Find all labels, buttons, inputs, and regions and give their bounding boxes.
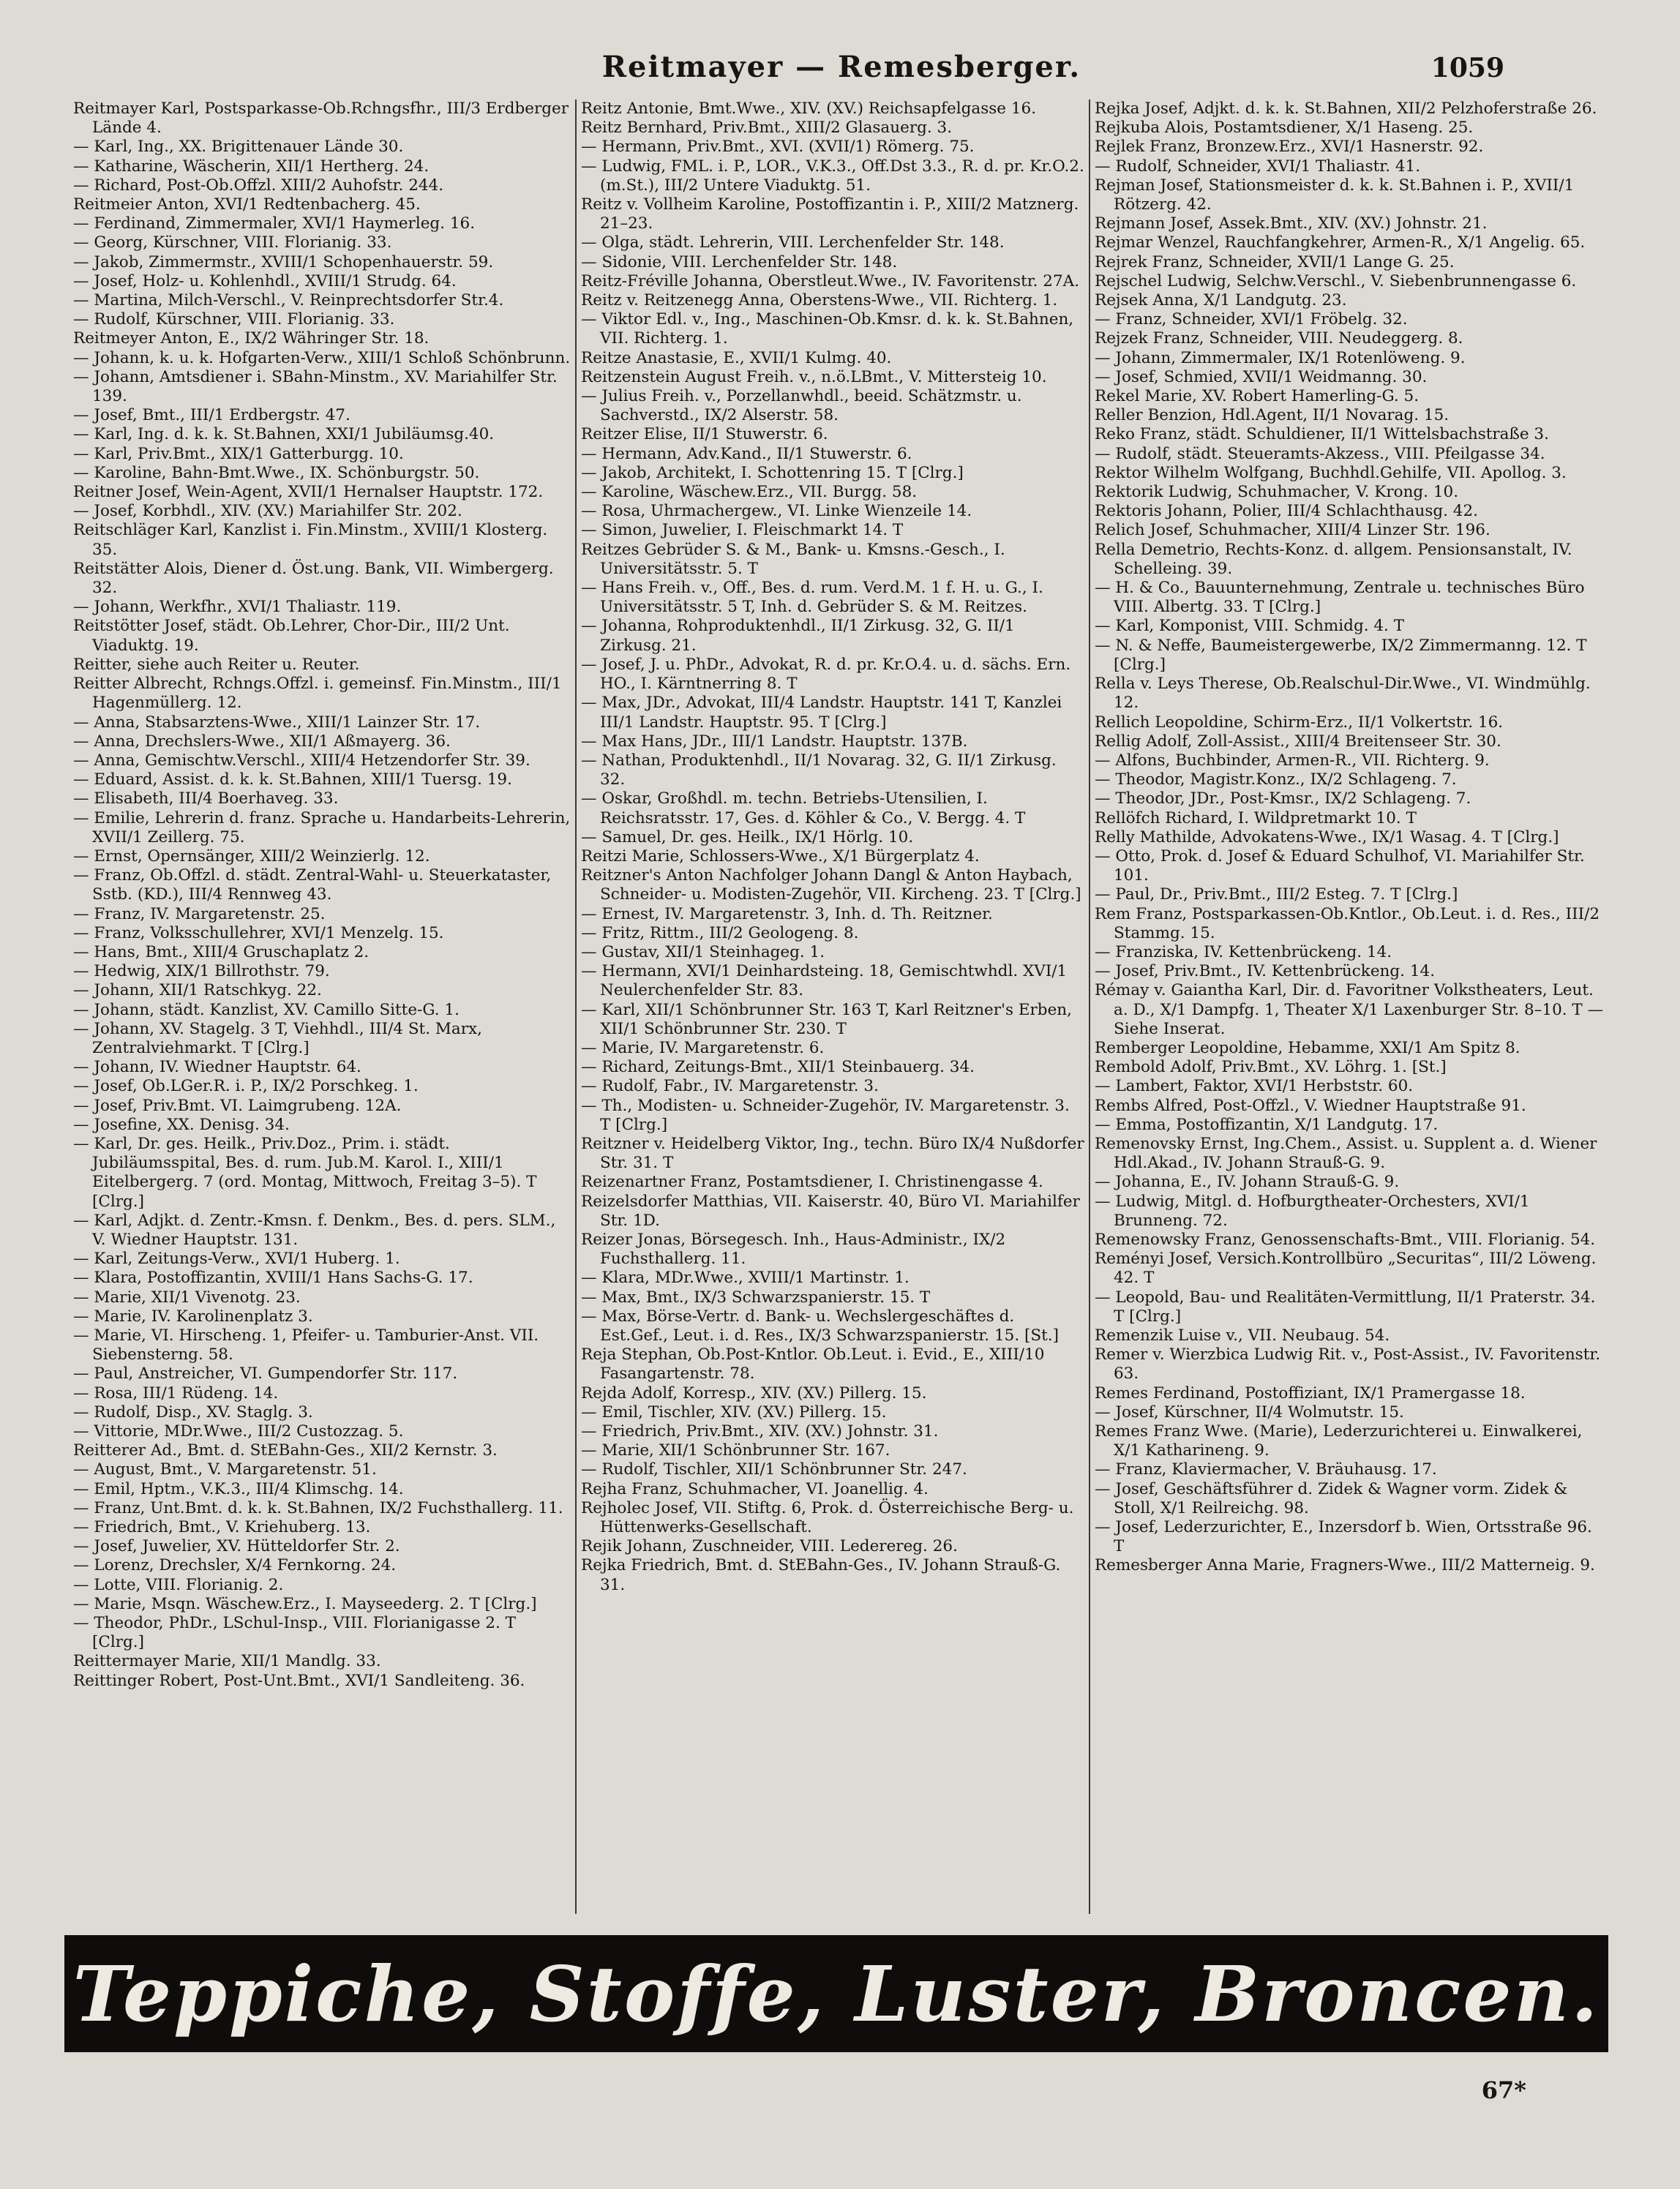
directory-entry: — Franz, Schneider, XVI/1 Fröbelg. 32.: [1095, 310, 1408, 329]
directory-entry: — Jakob, Architekt, I. Schottenring 15. T [Clrg.]: [581, 463, 964, 482]
directory-entry: — Richard, Post-Ob.Offzl. XIII/2 Auhofstr. 244.: [73, 176, 444, 195]
directory-entry: Rembold Adolf, Priv.Bmt., XV. Löhrg. 1. [St.]: [1095, 1058, 1447, 1077]
directory-entry: Rémay v. Gaiantha Karl, Dir. d. Favoritner Volkstheaters, Leut. a. D., X/1 Dampfg. 1, Theater X/1 Laxenburger Str. 8–10. T — Siehe Inserat.: [1095, 981, 1604, 1038]
directory-entry: — Max Hans, JDr., III/1 Landstr. Hauptstr. 137B.: [581, 732, 968, 751]
directory-entry: — Josef, Schmied, XVII/1 Weidmanng. 30.: [1095, 367, 1428, 386]
directory-entry: — Karl, Dr. ges. Heilk., Priv.Doz., Prim. i. städt. Jubiläumsspital, Bes. d. rum. Jub.M. Karol. I., XIII/1 Eitelbergerg. 7 (ord. Montag, Mittwoch, Freitag 3–5). T [Clrg.]: [73, 1134, 537, 1211]
directory-entry: — Viktor Edl. v., Ing., Maschinen-Ob.Kmsr. d. k. k. St.Bahnen, VII. Richterg. 1.: [581, 310, 1074, 348]
directory-entry: — Eduard, Assist. d. k. k. St.Bahnen, XIII/1 Tuersg. 19.: [73, 770, 512, 789]
directory-entry: — Marie, IV. Margaretenstr. 6.: [581, 1038, 825, 1057]
directory-entry: Remberger Leopoldine, Hebamme, XXI/1 Am Spitz 8.: [1095, 1038, 1520, 1057]
directory-entry: — Karl, Zeitungs-Verw., XVI/1 Huberg. 1.: [73, 1250, 400, 1269]
directory-entry: — Paul, Anstreicher, VI. Gumpendorfer Str. 117.: [73, 1364, 458, 1383]
directory-entry: Rejholec Josef, VII. Stiftg. 6, Prok. d. Österreichische Berg- u. Hüttenwerks-Gesellschaft.: [581, 1498, 1074, 1537]
directory-entry: Reittinger Robert, Post-Unt.Bmt., XVI/1 Sandleiteng. 36.: [73, 1671, 525, 1690]
directory-entry: — Hermann, XVI/1 Deinhardsteing. 18, Gemischtwhdl. XVI/1 Neulerchenfelder Str. 83.: [581, 962, 1068, 1000]
directory-entry: — Karl, Ing. d. k. k. St.Bahnen, XXI/1 Jubiläumsg.40.: [73, 425, 495, 444]
directory-entry: Rejrek Franz, Schneider, XVII/1 Lange G. 25.: [1095, 252, 1455, 271]
directory-entry: — Johann, k. u. k. Hofgarten-Verw., XIII/1 Schloß Schönbrunn.: [73, 348, 571, 367]
directory-entry: Reizelsdorfer Matthias, VII. Kaiserstr. 40, Büro VI. Mariahilfer Str. 1D.: [581, 1192, 1080, 1230]
directory-entry: — Josef, Bmt., III/1 Erdbergstr. 47.: [73, 406, 350, 425]
page-title: Reitmayer — Remesberger.: [601, 50, 1081, 84]
directory-entry: — Otto, Prok. d. Josef & Eduard Schulhof, VI. Mariahilfer Str. 101.: [1095, 846, 1585, 885]
directory-entry: Relich Josef, Schuhmacher, XIII/4 Linzer Str. 196.: [1095, 521, 1490, 540]
directory-entry: Rella v. Leys Therese, Ob.Realschul-Dir.Wwe., VI. Windmühlg. 12.: [1095, 675, 1591, 713]
directory-entry: Reitschläger Karl, Kanzlist i. Fin.Minstm., XVIII/1 Klosterg. 35.: [73, 521, 548, 559]
directory-entry: Rejka Josef, Adjkt. d. k. k. St.Bahnen, XII/2 Pelzhoferstraße 26.: [1095, 100, 1597, 118]
directory-entry: — Rudolf, Kürschner, VIII. Florianig. 33.: [73, 310, 395, 329]
directory-entry: Reller Benzion, Hdl.Agent, II/1 Novarag. 15.: [1095, 406, 1450, 425]
directory-entry: — Johanna, E., IV. Johann Strauß-G. 9.: [1095, 1173, 1400, 1192]
directory-entry: — Rosa, III/1 Rüdeng. 14.: [73, 1383, 279, 1403]
directory-entry: — Josef, Juwelier, XV. Hütteldorfer Str. 2.: [73, 1537, 400, 1556]
directory-entry: Remes Franz Wwe. (Marie), Lederzurichterei u. Einwalkerei, X/1 Katharineng. 9.: [1095, 1422, 1583, 1460]
directory-entry: — Karl, Ing., XX. Brigittenauer Lände 30.: [73, 138, 404, 157]
directory-entry: — Marie, XII/1 Schönbrunner Str. 167.: [581, 1441, 890, 1460]
directory-entry: — Johann, XII/1 Ratschkyg. 22.: [73, 981, 322, 1000]
directory-entry: Reitz v. Vollheim Karoline, Postoffizantin i. P., XIII/2 Matznerg. 21–23.: [581, 195, 1079, 233]
directory-entry: Rektoris Johann, Polier, III/4 Schlachthausg. 42.: [1095, 502, 1478, 521]
advertisement-text: Teppiche, Stoffe, Luster, Broncen.: [72, 1948, 1600, 2039]
directory-entry: Relly Mathilde, Advokatens-Wwe., IX/1 Wasag. 4. T [Clrg.]: [1095, 827, 1559, 846]
directory-entry: Rektorik Ludwig, Schuhmacher, V. Krong. 10.: [1095, 483, 1459, 502]
directory-entry: — Leopold, Bau- und Realitäten-Vermittlung, II/1 Praterstr. 34. T [Clrg.]: [1095, 1288, 1596, 1326]
directory-entry: Reizenartner Franz, Postamtsdiener, I. Christinengasse 4.: [581, 1173, 1043, 1192]
directory-entry: Rem Franz, Postsparkassen-Ob.Kntlor., Ob.Leut. i. d. Res., III/2 Stammg. 15.: [1095, 904, 1600, 942]
directory-entry: Rejkuba Alois, Postamtsdiener, X/1 Haseng. 25.: [1095, 119, 1474, 138]
directory-entry: — Hans Freih. v., Off., Bes. d. rum. Verd.M. 1 f. H. u. G., I. Universitätsstr. 5 T, Inh. d. Gebrüder S. & M. Reitzes.: [581, 579, 1043, 617]
directory-entry: — Theodor, Magistr.Konz., IX/2 Schlageng. 7.: [1095, 770, 1457, 789]
directory-entry: Rejlek Franz, Bronzew.Erz., XVI/1 Hasnerstr. 92.: [1095, 138, 1484, 157]
directory-entry: — Rudolf, Tischler, XII/1 Schönbrunner Str. 247.: [581, 1460, 967, 1479]
directory-entry: — Ludwig, Mitgl. d. Hofburgtheater-Orchesters, XVI/1 Brunneng. 72.: [1095, 1192, 1530, 1230]
directory-entry: Rejda Adolf, Korresp., XIV. (XV.) Pillerg. 15.: [581, 1383, 927, 1403]
directory-entry: — Rosa, Uhrmachergew., VI. Linke Wienzeile 14.: [581, 502, 972, 521]
directory-entry: Reitzer Elise, II/1 Stuwerstr. 6.: [581, 425, 828, 444]
directory-entry: — Josef, Lederzurichter, E., Inzersdorf b. Wien, Ortsstraße 96. T: [1095, 1518, 1592, 1556]
directory-entry: Reitz Bernhard, Priv.Bmt., XIII/2 Glasauerg. 3.: [581, 119, 953, 138]
directory-entry: Rejka Friedrich, Bmt. d. StEBahn-Ges., IV. Johann Strauß-G. 31.: [581, 1556, 1061, 1594]
directory-entry: — Josef, Geschäftsführer d. Zidek & Wagner vorm. Zidek & Stoll, X/1 Reilreichg. 98.: [1095, 1479, 1568, 1517]
directory-entry: — Franziska, IV. Kettenbrückeng. 14.: [1095, 942, 1392, 961]
directory-entry: — Max, Bmt., IX/3 Schwarzspanierstr. 15. T: [581, 1288, 931, 1307]
directory-entry: — Elisabeth, III/4 Boerhaveg. 33.: [73, 789, 339, 808]
directory-entry: — Franz, Volksschullehrer, XVI/1 Menzelg. 15.: [73, 923, 444, 942]
directory-entry: — Johann, städt. Kanzlist, XV. Camillo Sitte-G. 1.: [73, 1000, 460, 1019]
directory-entry: — Martina, Milch-Verschl., V. Reinprechtsdorfer Str.4.: [73, 291, 504, 310]
directory-entry: — Franz, Unt.Bmt. d. k. k. St.Bahnen, IX/2 Fuchsthallerg. 11.: [73, 1498, 563, 1517]
directory-entry: — Johann, XV. Stagelg. 3 T, Viehhdl., III/4 St. Marx, Zentralviehmarkt. T [Clrg.]: [73, 1019, 482, 1057]
directory-entry: Rejik Johann, Zuschneider, VIII. Lederereg. 26.: [581, 1537, 958, 1556]
directory-entry: Remesberger Anna Marie, Fragners-Wwe., III/2 Matterneig. 9.: [1095, 1556, 1595, 1575]
directory-entry: Rekel Marie, XV. Robert Hamerling-G. 5.: [1095, 387, 1420, 406]
directory-entry: — Th., Modisten- u. Schneider-Zugehör, IV. Margaretenstr. 3. T [Clrg.]: [581, 1096, 1070, 1134]
page-header: [0, 50, 1680, 94]
directory-entry: Reizer Jonas, Börsegesch. Inh., Haus-Administr., IX/2 Fuchsthallerg. 11.: [581, 1230, 1006, 1269]
directory-entry: Reitzi Marie, Schlossers-Wwe., X/1 Bürgerplatz 4.: [581, 846, 980, 866]
directory-entry: — H. & Co., Bauunternehmung, Zentrale u. technisches Büro VIII. Albertg. 33. T [Clrg.]: [1095, 579, 1585, 617]
directory-entry: — Ernest, IV. Margaretenstr. 3, Inh. d. Th. Reitzner.: [581, 904, 993, 923]
directory-entry: — Karl, Priv.Bmt., XIX/1 Gatterburgg. 10.: [73, 444, 404, 463]
directory-entry: — Emilie, Lehrerin d. franz. Sprache u. Handarbeits-Lehrerin, XVII/1 Zeillerg. 75.: [73, 808, 571, 846]
directory-entry: — Friedrich, Bmt., V. Kriehuberg. 13.: [73, 1518, 371, 1537]
directory-entry: — Marie, IV. Karolinenplatz 3.: [73, 1307, 313, 1326]
directory-entry: Rellig Adolf, Zoll-Assist., XIII/4 Breitenseer Str. 30.: [1095, 732, 1501, 751]
directory-entry: — Rudolf, städt. Steueramts-Akzess., VIII. Pfeilgasse 34.: [1095, 444, 1545, 463]
directory-entry: — Josef, Priv.Bmt., IV. Kettenbrückeng. 14.: [1095, 962, 1436, 981]
directory-entry: — Katharine, Wäscherin, XII/1 Hertherg. 24.: [73, 157, 430, 176]
directory-entry: — Simon, Juwelier, I. Fleischmarkt 14. T: [581, 521, 904, 540]
directory-entry: Rembs Alfred, Post-Offzl., V. Wiedner Hauptstraße 91.: [1095, 1096, 1526, 1115]
directory-entry: Reitterer Ad., Bmt. d. StEBahn-Ges., XII/2 Kernstr. 3.: [73, 1441, 498, 1460]
directory-entry: — Josef, Kürschner, II/4 Wolmutstr. 15.: [1095, 1403, 1404, 1422]
directory-entry: — Max, JDr., Advokat, III/4 Landstr. Hauptstr. 141 T, Kanzlei III/1 Landstr. Hauptstr. 95. T [Clrg.]: [581, 694, 1062, 732]
directory-entry: Rejschel Ludwig, Selchw.Verschl., V. Siebenbrunnengasse 6.: [1095, 271, 1577, 290]
directory-entry: — Fritz, Rittm., III/2 Geologeng. 8.: [581, 923, 859, 942]
directory-entry: Reitz-Fréville Johanna, Oberstleut.Wwe., IV. Favoritenstr. 27A.: [581, 271, 1080, 290]
directory-entry: Rejsek Anna, X/1 Landgutg. 23.: [1095, 291, 1347, 310]
directory-entry: — Ludwig, FML. i. P., LOR., V.K.3., Off.Dst 3.3., R. d. pr. Kr.O.2. (m.St.), III/2 Untere Viaduktg. 51.: [581, 157, 1084, 195]
directory-entry: — Karl, Komponist, VIII. Schmidg. 4. T: [1095, 617, 1405, 636]
directory-entry: — Max, Börse-Vertr. d. Bank- u. Wechslergeschäftes d. Est.Gef., Leut. i. d. Res., IX/3 Schwarzspanierstr. 15. [St.]: [581, 1307, 1059, 1345]
column-divider: [1089, 100, 1090, 1914]
directory-entry: Rejman Josef, Stationsmeister d. k. k. St.Bahnen i. P., XVII/1 Rötzerg. 42.: [1095, 176, 1575, 214]
directory-entry: — Olga, städt. Lehrerin, VIII. Lerchenfelder Str. 148.: [581, 233, 1005, 252]
directory-entry: — Marie, XII/1 Vivenotg. 23.: [73, 1288, 301, 1307]
directory-entry: Rejha Franz, Schuhmacher, VI. Joanellig. 4.: [581, 1479, 929, 1498]
page-number: 1059: [1430, 53, 1504, 83]
directory-entry: — Josef, Priv.Bmt. VI. Laimgrubeng. 12A.: [73, 1096, 402, 1115]
directory-entry: — Lotte, VIII. Florianig. 2.: [73, 1575, 284, 1594]
directory-entry: Reitner Josef, Wein-Agent, XVII/1 Hernalser Hauptstr. 172.: [73, 483, 544, 502]
directory-entry: — Johanna, Rohproduktenhdl., II/1 Zirkusg. 32, G. II/1 Zirkusg. 21.: [581, 617, 1015, 655]
directory-entry: — Jakob, Zimmermstr., XVIII/1 Schopenhauerstr. 59.: [73, 252, 494, 271]
directory-entry: — Richard, Zeitungs-Bmt., XII/1 Steinbauerg. 34.: [581, 1058, 975, 1077]
directory-entry: Reitter Albrecht, Rchngs.Offzl. i. gemeinsf. Fin.Minstm., III/1 Hagenmüllerg. 12.: [73, 675, 562, 713]
directory-entry: Reitz Antonie, Bmt.Wwe., XIV. (XV.) Reichsapfelgasse 16.: [581, 100, 1037, 118]
directory-entry: — Friedrich, Priv.Bmt., XIV. (XV.) Johnstr. 31.: [581, 1422, 939, 1441]
directory-entry: — Hans, Bmt., XIII/4 Gruschaplatz 2.: [73, 942, 370, 961]
directory-column-3: [1095, 100, 1607, 1914]
directory-entry: Rellöfch Richard, I. Wildpretmarkt 10. T: [1095, 808, 1417, 827]
directory-entry: Remes Ferdinand, Postoffiziant, IX/1 Pramergasse 18.: [1095, 1383, 1526, 1403]
directory-entry: Reitzner v. Heidelberg Viktor, Ing., techn. Büro IX/4 Nußdorfer Str. 31. T: [581, 1134, 1084, 1173]
directory-entry: — Klara, MDr.Wwe., XVIII/1 Martinstr. 1.: [581, 1269, 910, 1288]
directory-column-2: [581, 100, 1084, 1914]
directory-entry: — Hedwig, XIX/1 Billrothstr. 79.: [73, 962, 330, 981]
directory-entry: — Karoline, Bahn-Bmt.Wwe., IX. Schönburgstr. 50.: [73, 463, 480, 482]
directory-entry: — Nathan, Produktenhdl., II/1 Novarag. 32, G. II/1 Zirkusg. 32.: [581, 751, 1057, 789]
directory-entry: — Rudolf, Schneider, XVI/1 Thaliastr. 41.: [1095, 157, 1421, 176]
directory-entry: — Anna, Drechslers-Wwe., XII/1 Aßmayerg. 36.: [73, 732, 451, 751]
directory-entry: Reko Franz, städt. Schuldiener, II/1 Wittelsbachstraße 3.: [1095, 425, 1549, 444]
directory-entry: — Josef, Korbhdl., XIV. (XV.) Mariahilfer Str. 202.: [73, 502, 462, 521]
directory-entry: — Theodor, PhDr., LSchul-Insp., VIII. Florianigasse 2. T [Clrg.]: [73, 1614, 516, 1652]
directory-entry: — Johann, Amtsdiener i. SBahn-Minstm., XV. Mariahilfer Str. 139.: [73, 367, 558, 406]
directory-entry: — Josef, J. u. PhDr., Advokat, R. d. pr. Kr.O.4. u. d. sächs. Ern. HO., I. Kärntnerring 8. T: [581, 655, 1071, 694]
directory-entry: — Lambert, Faktor, XVI/1 Herbststr. 60.: [1095, 1077, 1414, 1096]
directory-entry: — Johann, IV. Wiedner Hauptstr. 64.: [73, 1058, 361, 1077]
directory-entry: Reitze Anastasie, E., XVII/1 Kulmg. 40.: [581, 348, 892, 367]
directory-entry: Reittermayer Marie, XII/1 Mandlg. 33.: [73, 1652, 381, 1671]
directory-entry: — Marie, Msqn. Wäschew.Erz., I. Mayseederg. 2. T [Clrg.]: [73, 1594, 537, 1613]
directory-entry: Reitzes Gebrüder S. & M., Bank- u. Kmsns.-Gesch., I. Universitätsstr. 5. T: [581, 540, 1005, 578]
directory-entry: Remer v. Wierzbica Ludwig Rit. v., Post-Assist., IV. Favoritenstr. 63.: [1095, 1345, 1601, 1383]
directory-entry: — N. & Neffe, Baumeistergewerbe, IX/2 Zimmermanng. 12. T [Clrg.]: [1095, 636, 1587, 674]
directory-entry: Remenowsky Franz, Genossenschafts-Bmt., VIII. Florianig. 54.: [1095, 1230, 1596, 1249]
directory-entry: — Vittorie, MDr.Wwe., III/2 Custozzag. 5.: [73, 1422, 404, 1441]
directory-entry: — Anna, Stabsarztens-Wwe., XIII/1 Lainzer Str. 17.: [73, 713, 481, 732]
directory-entry: — Josef, Holz- u. Kohlenhdl., XVIII/1 Strudg. 64.: [73, 271, 457, 290]
directory-entry: Rellich Leopoldine, Schirm-Erz., II/1 Volkertstr. 16.: [1095, 713, 1504, 732]
directory-entry: Reitz v. Reitzenegg Anna, Oberstens-Wwe., VII. Richterg. 1.: [581, 291, 1058, 310]
directory-entry: — Emil, Hptm., V.K.3., III/4 Klimschg. 14.: [73, 1479, 404, 1498]
directory-entry: Rejmann Josef, Assek.Bmt., XIV. (XV.) Johnstr. 21.: [1095, 214, 1488, 233]
directory-entry: — Franz, Klaviermacher, V. Bräuhausg. 17.: [1095, 1460, 1437, 1479]
directory-entry: — Georg, Kürschner, VIII. Florianig. 33.: [73, 233, 392, 252]
directory-column-1: [73, 100, 571, 1914]
directory-entry: — Johann, Zimmermaler, IX/1 Rotenlöweng. 9.: [1095, 348, 1466, 367]
directory-entry: — Rudolf, Fabr., IV. Margaretenstr. 3.: [581, 1077, 879, 1096]
directory-entry: — Franz, IV. Margaretenstr. 25.: [73, 904, 326, 923]
advertisement-banner: [64, 1935, 1608, 2052]
directory-entry: Reményi Josef, Versich.Kontrollbüro „Securitas“, III/2 Löweng. 42. T: [1095, 1250, 1597, 1288]
directory-entry: — Rudolf, Disp., XV. Staglg. 3.: [73, 1403, 313, 1422]
directory-entry: — Ernst, Opernsänger, XIII/2 Weinzierlg. 12.: [73, 846, 430, 866]
directory-entry: — Karl, Adjkt. d. Zentr.-Kmsn. f. Denkm., Bes. d. pers. SLM., V. Wiedner Hauptstr. 131.: [73, 1211, 556, 1249]
directory-entry: — Ferdinand, Zimmermaler, XVI/1 Haymerleg. 16.: [73, 214, 476, 233]
directory-entry: — Lorenz, Drechsler, X/4 Fernkorng. 24.: [73, 1556, 397, 1575]
directory-entry: — Franz, Ob.Offzl. d. städt. Zentral-Wahl- u. Steuerkataster, Sstb. (KD.), III/4 Rennweg 43.: [73, 866, 552, 904]
directory-entry: — Klara, Postoffizantin, XVIII/1 Hans Sachs-G. 17.: [73, 1269, 473, 1288]
directory-entry: Remenovsky Ernst, Ing.Chem., Assist. u. Supplent a. d. Wiener Hdl.Akad., IV. Johann Strauß-G. 9.: [1095, 1134, 1597, 1173]
directory-entry: — Emil, Tischler, XIV. (XV.) Pillerg. 15.: [581, 1403, 887, 1422]
directory-entry: — Alfons, Buchbinder, Armen-R., VII. Richterg. 9.: [1095, 751, 1490, 770]
directory-entry: — Marie, VI. Hirscheng. 1, Pfeifer- u. Tamburier-Anst. VII. Siebensterng. 58.: [73, 1326, 539, 1364]
directory-entry: Rella Demetrio, Rechts-Konz. d. allgem. Pensionsanstalt, IV. Schelleing. 39.: [1095, 540, 1572, 578]
directory-entry: Reitmeyer Anton, E., IX/2 Währinger Str. 18.: [73, 329, 430, 348]
directory-entry: — Paul, Dr., Priv.Bmt., III/2 Esteg. 7. T [Clrg.]: [1095, 885, 1458, 904]
directory-entry: — Sidonie, VIII. Lerchenfelder Str. 148.: [581, 252, 898, 271]
directory-entry: — Oskar, Großhdl. m. techn. Betriebs-Utensilien, I. Reichsratsstr. 17, Ges. d. Köhler & Co., V. Bergg. 4. T: [581, 789, 1026, 827]
directory-entry: Reitmeier Anton, XVI/1 Redtenbacherg. 45.: [73, 195, 421, 214]
directory-entry: Reitter, siehe auch Reiter u. Reuter.: [73, 655, 360, 674]
column-divider: [575, 100, 577, 1914]
directory-entry: — Hermann, Adv.Kand., II/1 Stuwerstr. 6.: [581, 444, 912, 463]
directory-entry: Rejzek Franz, Schneider, VIII. Neudeggerg. 8.: [1095, 329, 1463, 348]
directory-entry: — Josefine, XX. Denisg. 34.: [73, 1115, 290, 1134]
directory-entry: — Emma, Postoffizantin, X/1 Landgutg. 17.: [1095, 1115, 1439, 1134]
directory-entry: — Gustav, XII/1 Steinhageg. 1.: [581, 942, 825, 961]
directory-entry: — Johann, Werkfhr., XVI/1 Thaliastr. 119.: [73, 598, 402, 617]
directory-entry: Reitzner's Anton Nachfolger Johann Dangl & Anton Haybach, Schneider- u. Modisten-Zugehör, VII. Kircheng. 23. T [Clrg.]: [581, 866, 1081, 904]
directory-entry: — August, Bmt., V. Margaretenstr. 51.: [73, 1460, 377, 1479]
directory-entry: Rejmar Wenzel, Rauchfangkehrer, Armen-R., X/1 Angelig. 65.: [1095, 233, 1586, 252]
directory-entry: — Hermann, Priv.Bmt., XVI. (XVII/1) Römerg. 75.: [581, 138, 975, 157]
directory-entry: — Julius Freih. v., Porzellanwhdl., beeid. Schätzmstr. u. Sachverstd., IX/2 Alserstr. 58.: [581, 387, 1022, 425]
directory-entry: Reitstötter Josef, städt. Ob.Lehrer, Chor-Dir., III/2 Unt. Viaduktg. 19.: [73, 617, 510, 655]
directory-entry: Reitstätter Alois, Diener d. Öst.ung. Bank, VII. Wimbergerg. 32.: [73, 559, 554, 598]
directory-entry: Rektor Wilhelm Wolfgang, Buchhdl.Gehilfe, VII. Apollog. 3.: [1095, 463, 1567, 482]
directory-entry: Reja Stephan, Ob.Post-Kntlor. Ob.Leut. i. Evid., E., XIII/10 Fasangartenstr. 78.: [581, 1345, 1045, 1383]
directory-entry: — Samuel, Dr. ges. Heilk., IX/1 Hörlg. 10.: [581, 827, 914, 846]
directory-entry: — Theodor, JDr., Post-Kmsr., IX/2 Schlageng. 7.: [1095, 789, 1471, 808]
directory-entry: — Josef, Ob.LGer.R. i. P., IX/2 Porschkeg. 1.: [73, 1077, 419, 1096]
directory-entry: Reitzenstein August Freih. v., n.ö.LBmt., V. Mittersteig 10.: [581, 367, 1047, 386]
signature-mark: 67*: [1481, 2076, 1526, 2104]
directory-entry: — Anna, Gemischtw.Verschl., XIII/4 Hetzendorfer Str. 39.: [73, 751, 530, 770]
directory-entry: — Karl, XII/1 Schönbrunner Str. 163 T, Karl Reitzner's Erben, XII/1 Schönbrunner Str. 230. T: [581, 1000, 1072, 1038]
directory-entry: Reitmayer Karl, Postsparkasse-Ob.Rchngsfhr., III/3 Erdberger Lände 4.: [73, 100, 569, 138]
directory-entry: — Karoline, Wäschew.Erz., VII. Burgg. 58.: [581, 483, 918, 502]
directory-entry: Remenzik Luise v., VII. Neubaug. 54.: [1095, 1326, 1390, 1345]
